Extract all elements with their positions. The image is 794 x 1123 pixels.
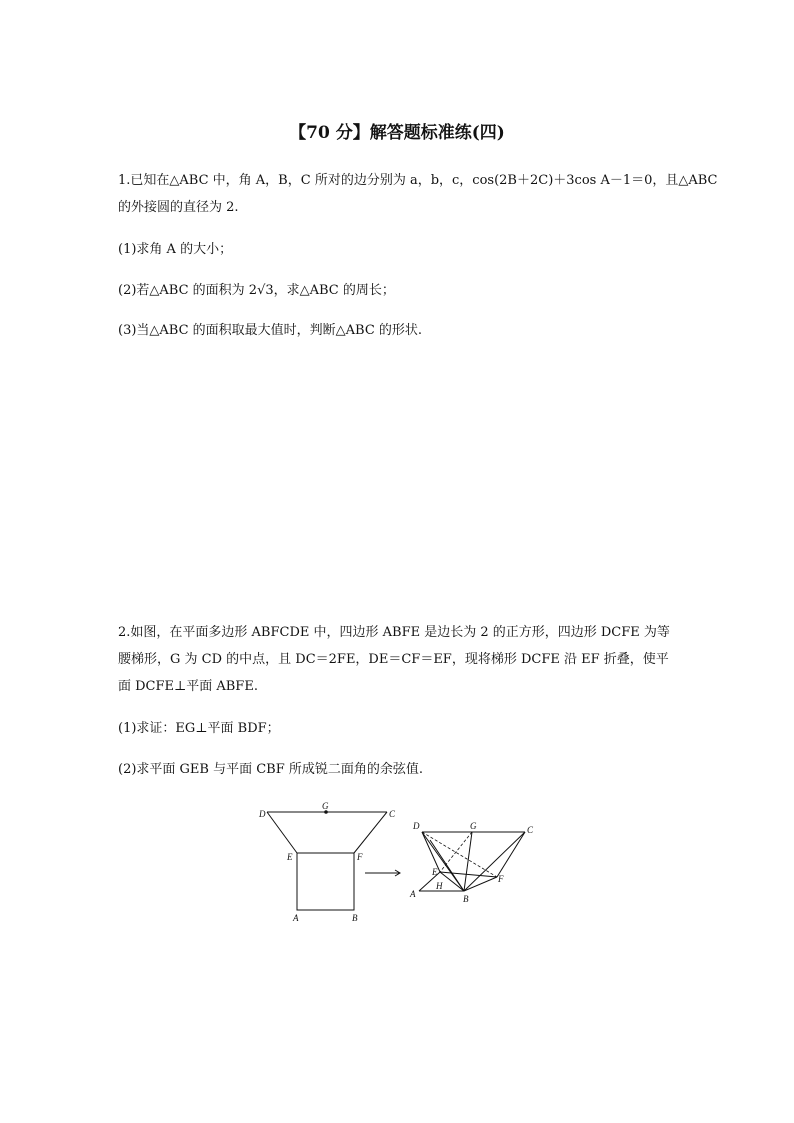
flat-polygon (267, 812, 387, 910)
q2-stem-line1: 2.如图，在平面多边形 ABFCDE 中，四边形 ABFE 是边长为 2 的正方形，四边形 DCFE 为等 (118, 625, 670, 640)
label-g-right: G (470, 821, 477, 831)
label-a-right: A (410, 889, 416, 899)
label-e-left: E (287, 852, 293, 862)
label-h-right: H (436, 881, 443, 891)
edge-cf (354, 812, 387, 853)
label-g-left: G (322, 801, 329, 811)
q1-part3: (3)当△ABC 的面积取最大值时，判断△ABC 的形状. (118, 323, 423, 338)
q1-part2: (2)若△ABC 的面积为 2√3，求△ABC 的周长； (118, 283, 395, 298)
edge-ef-folded (440, 872, 497, 877)
q2-part2: (2)求平面 GEB 与平面 CBF 所成锐二面角的余弦值. (118, 762, 424, 777)
label-d-left: D (259, 809, 266, 819)
folded-solid (419, 832, 525, 891)
q2-stem-line3: 面 DCFE⊥平面 ABFE. (118, 679, 258, 694)
geometry-svg (255, 800, 545, 930)
label-c-left: C (389, 809, 396, 819)
square-abfe (297, 853, 354, 910)
label-c-right: C (527, 825, 534, 835)
label-b-right: B (463, 894, 469, 904)
q2-stem-line2: 腰梯形，G 为 CD 的中点，且 DC＝2FE，DE＝CF＝EF，现将梯形 DCFE 沿 EF 折叠，使平 (118, 652, 669, 667)
edge-de (267, 812, 297, 853)
q1-stem-line1: 1.已知在△ABC 中，角 A，B，C 所对的边分别为 a，b，c，cos(2B＋2C)＋3cos A－1＝0，且△ABC (118, 173, 718, 188)
q1-stem-line2: 的外接圆的直径为 2. (118, 200, 239, 215)
label-d-right: D (413, 821, 420, 831)
label-f-left: F (357, 852, 363, 862)
q1-part1: (1)求角 A 的大小； (118, 242, 233, 257)
label-f-right: F (498, 874, 504, 884)
edge-bf-folded (464, 877, 497, 891)
label-e-right: E (432, 867, 438, 877)
edge-cb-folded (464, 832, 525, 891)
geometry-figure (255, 800, 545, 934)
transform-arrow-icon (365, 870, 400, 876)
q2-part1: (1)求证：EG⊥平面 BDF； (118, 721, 280, 736)
edge-de-folded (422, 832, 440, 872)
page-title: 【70 分】解答题标准练(四) (289, 123, 505, 143)
label-b-left: B (352, 913, 358, 923)
label-a-left: A (293, 913, 299, 923)
